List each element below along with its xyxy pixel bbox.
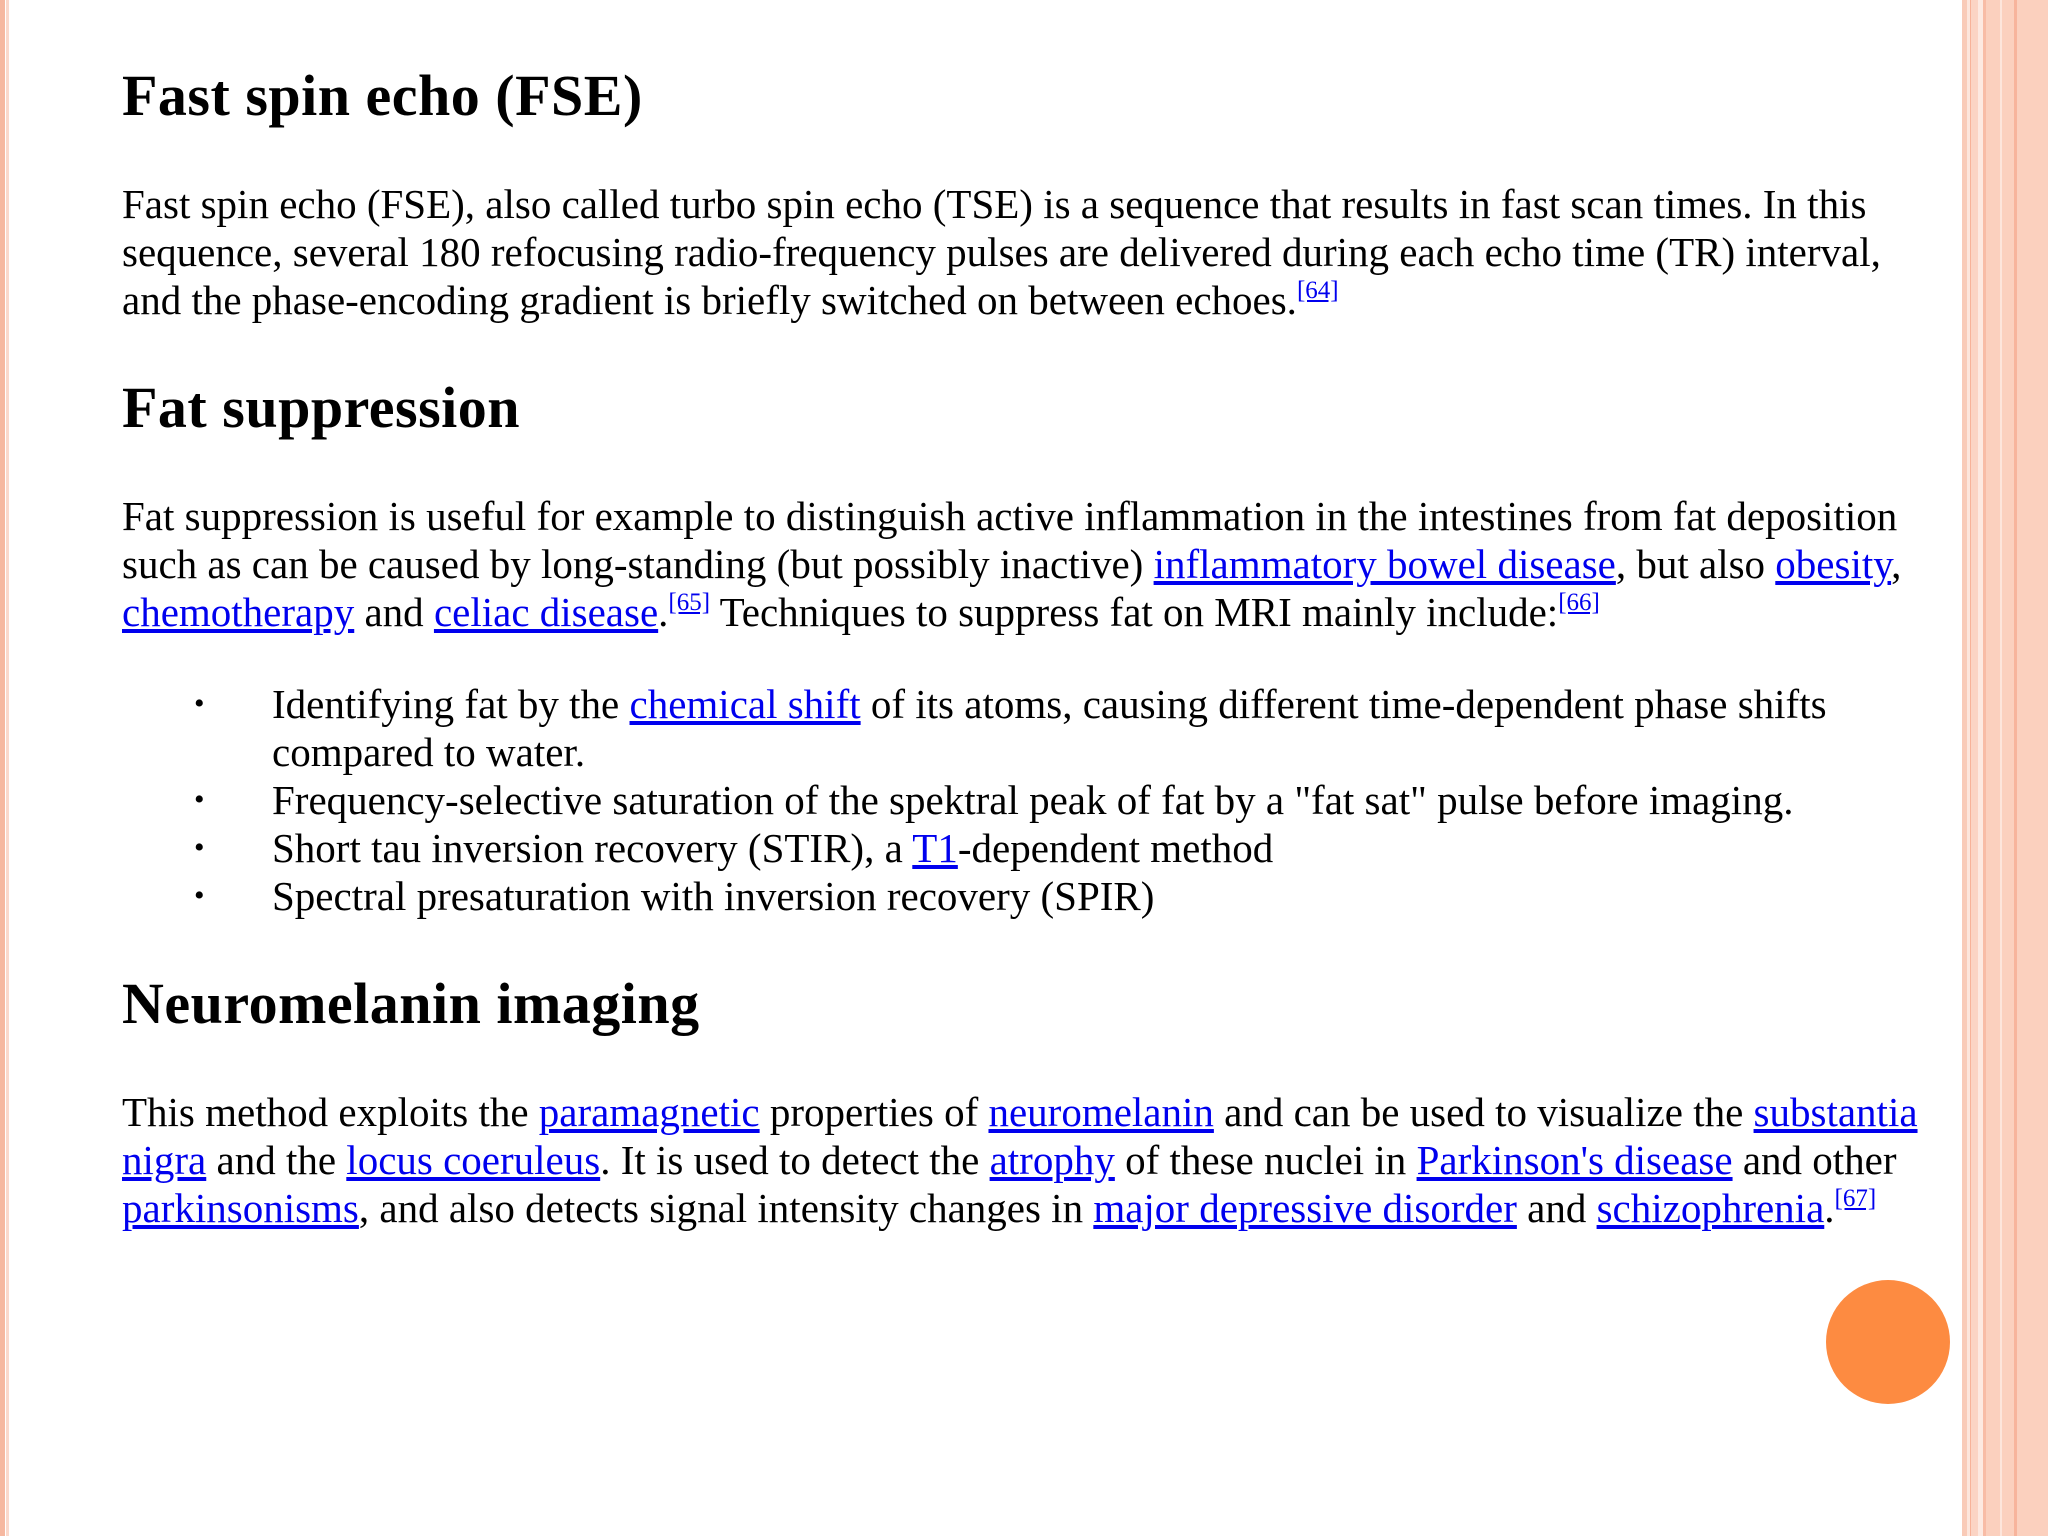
text-run: . It is used to detect the bbox=[600, 1137, 990, 1183]
heading-fat-suppression: Fat suppression bbox=[122, 375, 521, 440]
link-schizophrenia[interactable]: schizophrenia bbox=[1596, 1185, 1825, 1231]
link-paramagnetic[interactable]: paramagnetic bbox=[538, 1089, 760, 1135]
text-run: of its atoms, causing different time-dependent phase shifts compared to water. bbox=[272, 681, 1827, 775]
frame-stripe-left bbox=[0, 0, 5, 1536]
fat-suppression-list bbox=[122, 680, 1942, 920]
text-run: This method exploits the bbox=[122, 1089, 539, 1135]
text-run: and other bbox=[1732, 1137, 1897, 1183]
text-run: and bbox=[1516, 1185, 1597, 1231]
text-run: Identifying fat by the bbox=[272, 681, 630, 727]
link-substantia-nigra[interactable]: substantia nigra bbox=[122, 1089, 1918, 1183]
heading-fast-spin-echo: Fast spin echo (FSE) bbox=[122, 63, 643, 128]
text-run: -dependent method bbox=[957, 825, 1274, 871]
bullet-icon: • bbox=[194, 831, 205, 864]
text-run: . bbox=[658, 589, 669, 635]
text-run: and can be used to visualize the bbox=[1213, 1089, 1754, 1135]
text-run: , but also bbox=[1615, 541, 1776, 587]
text-run: Techniques to suppress fat on MRI mainly include: bbox=[710, 589, 1559, 635]
text-run: , bbox=[1891, 541, 1902, 587]
link-obesity[interactable]: obesity bbox=[1775, 541, 1892, 587]
text-run: Fat suppression is useful for example to distinguish active inflammation in the intestines from fat deposition such as can be caused by long-standing (but possibly inactive) bbox=[122, 493, 1898, 587]
bullet-icon: • bbox=[194, 783, 205, 816]
paragraph-text: Fast spin echo (FSE), also called turbo spin echo (TSE) is a sequence that results in fast scan times. In this sequence, several 180 refocusing radio-frequency pulses are delivered during each echo time (TR) interval, and the phase-encoding gradient is briefly switched on between echoes. bbox=[122, 181, 1881, 323]
text-run: and the bbox=[206, 1137, 347, 1183]
frame-stripe-left-inner bbox=[6, 0, 9, 1536]
link-locus-coeruleus[interactable]: locus coeruleus bbox=[346, 1137, 601, 1183]
reference-link-66[interactable]: [66] bbox=[1558, 589, 1600, 616]
link-chemotherapy[interactable]: chemotherapy bbox=[122, 589, 355, 635]
text-run: Spectral presaturation with inversion recovery (SPIR) bbox=[272, 873, 1155, 919]
link-atrophy[interactable]: atrophy bbox=[989, 1137, 1115, 1183]
link-chemical-shift[interactable]: chemical shift bbox=[629, 681, 861, 727]
link-t1[interactable]: T1 bbox=[912, 825, 958, 871]
bullet-icon: • bbox=[194, 879, 205, 912]
reference-link-67[interactable]: [67] bbox=[1834, 1185, 1877, 1212]
heading-neuromelanin-imaging: Neuromelanin imaging bbox=[122, 971, 700, 1036]
text-run: , and also detects signal intensity changes in bbox=[358, 1185, 1094, 1231]
link-parkinsonisms[interactable]: parkinsonisms bbox=[122, 1185, 359, 1231]
list-item bbox=[194, 872, 1942, 920]
text-run: Frequency-selective saturation of the spektral peak of fat by a "fat sat" pulse before imaging. bbox=[272, 777, 1794, 823]
paragraph-neuromelanin bbox=[122, 1088, 1942, 1232]
link-major-depressive-disorder[interactable]: major depressive disorder bbox=[1093, 1185, 1517, 1231]
text-run: and bbox=[354, 589, 434, 635]
list-item bbox=[194, 824, 1942, 872]
list-item bbox=[194, 680, 1942, 776]
frame-stripe-right bbox=[2014, 0, 2017, 1536]
decorative-circle bbox=[1826, 1280, 1950, 1404]
link-neuromelanin[interactable]: neuromelanin bbox=[988, 1089, 1214, 1135]
link-celiac-disease[interactable]: celiac disease bbox=[433, 589, 659, 635]
bullet-icon: • bbox=[194, 687, 205, 720]
reference-link-65[interactable]: [65] bbox=[668, 589, 711, 616]
text-run: of these nuclei in bbox=[1114, 1137, 1417, 1183]
paragraph-fast-spin-echo bbox=[122, 180, 1942, 324]
paragraph-fat-suppression bbox=[122, 492, 1942, 636]
text-run: properties of bbox=[759, 1089, 989, 1135]
reference-link-64[interactable]: [64] bbox=[1296, 277, 1339, 304]
frame-stripe-right bbox=[1986, 0, 2048, 1536]
list-item bbox=[194, 776, 1942, 824]
frame-stripe-right bbox=[1971, 0, 1978, 1536]
text-run: Short tau inversion recovery (STIR), a bbox=[272, 825, 913, 871]
frame-stripe-right bbox=[2000, 0, 2002, 1536]
link-inflammatory-bowel-disease[interactable]: inflammatory bowel disease bbox=[1153, 541, 1616, 587]
slide-content bbox=[122, 52, 1942, 1232]
text-run: . bbox=[1824, 1185, 1835, 1231]
link-parkinsons-disease[interactable]: Parkinson's disease bbox=[1416, 1137, 1733, 1183]
